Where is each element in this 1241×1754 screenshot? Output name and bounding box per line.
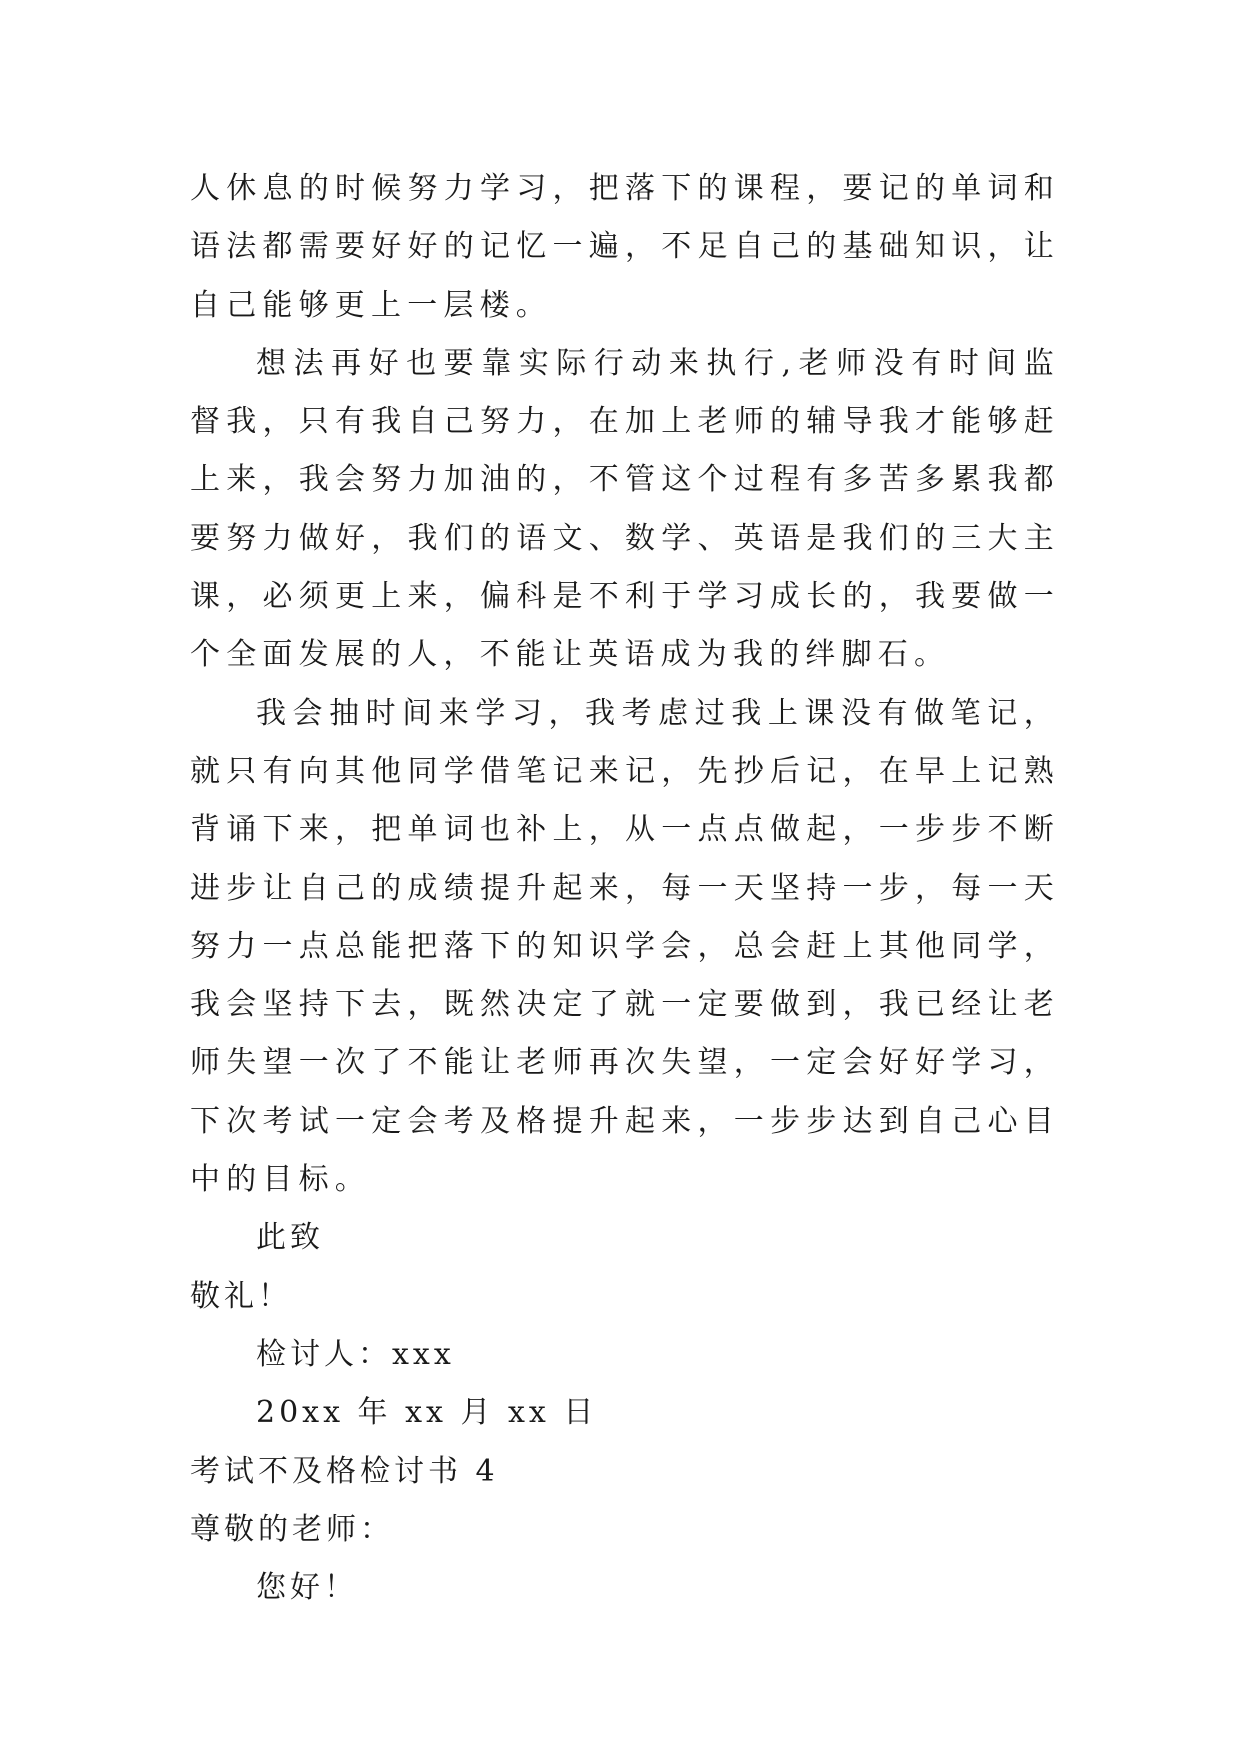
closing-line: 此致: [256, 1220, 324, 1256]
next-greeting: 尊敬的老师：: [190, 1511, 394, 1547]
signer-line: 检讨人：xxx: [256, 1336, 455, 1372]
next-section-title: 考试不及格检讨书 4: [190, 1453, 499, 1489]
paragraph-3: 我会抽时间来学习，我考虑过我上课没有做笔记，就只有向其他同学借笔记来记，先抄后记，在早上记熟背诵下来，把单词也补上，从一点点做起，一步步不断进步让自己的成绩提升起来，每一天坚持一步，每一天努力一点总能把落下的知识学会，总会赶上其他同学，我会坚持下去，既然决定了就一定要做到，我已经让老师失望一次了不能让老师再次失望，一定会好好学习，下次考试一定会考及格提升起来，一步步达到自己心目中的目标。: [190, 695, 1060, 1198]
document-body: [190, 160, 1060, 1617]
date-line: 20xx 年 xx 月 xx 日: [256, 1395, 598, 1431]
next-hello: 您好！: [256, 1570, 358, 1606]
paragraph-2: 想法再好也要靠实际行动来执行,老师没有时间监督我，只有我自己努力，在加上老师的辅导我才能够赶上来，我会努力加油的，不管这个过程有多苦多累我都要努力做好，我们的语文、数学、英语是我们的三大主课，必须更上来，偏科是不利于学习成长的，我要做一个全面发展的人，不能让英语成为我的绊脚石。: [190, 345, 1060, 673]
paragraph-1: 人休息的时候努力学习，把落下的课程，要记的单词和语法都需要好好的记忆一遍，不足自己的基础知识，让自己能够更上一层楼。: [190, 171, 1060, 323]
salute-line: 敬礼！: [190, 1278, 292, 1314]
